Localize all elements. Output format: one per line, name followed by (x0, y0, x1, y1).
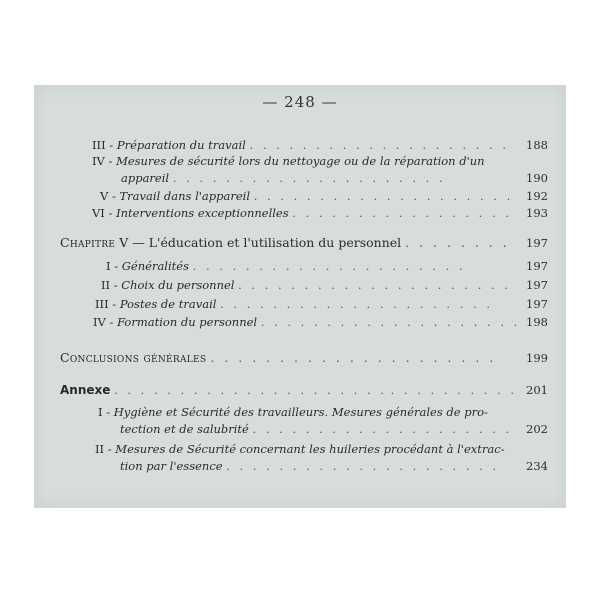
toc-roman: IV (92, 154, 105, 168)
toc-roman: I (106, 259, 111, 273)
toc-page: 197 (526, 297, 548, 311)
toc-leader: . . . . . . . . . . . . . . . . . . . . . (172, 171, 446, 185)
toc-page: 190 (526, 171, 548, 185)
toc-leader: . . . . . . . . . . . . . . . . . . . . (249, 138, 510, 152)
toc-leader: . . . . . . . . . . . . . . . . . . . . (252, 422, 513, 436)
toc-title: Préparation du travail (116, 138, 246, 152)
toc-leader: . . . . . . . . . . . . . . . . . . . . . (114, 383, 387, 397)
toc-leader: . . . . . . . . . . . . . . . . . . . . . (220, 297, 493, 311)
toc-title-continued: appareil (121, 171, 170, 185)
toc-title: Formation du personnel (117, 315, 258, 329)
toc-leader: . . . . . . . . . . . . . . . . . . . . . (210, 350, 497, 365)
toc-title-continued: tection et de salubrité (120, 422, 249, 436)
toc-page: 199 (526, 351, 548, 365)
toc-title: Postes de travail (119, 297, 217, 311)
toc-title: Conclusions générales (60, 350, 207, 365)
toc-roman: III (92, 138, 106, 152)
toc-title: — L'éducation et l'utilisation du personnel (132, 235, 402, 250)
toc-page: 192 (526, 189, 548, 203)
toc-page: 197 (526, 236, 548, 250)
toc-title: Choix du personnel (121, 278, 235, 292)
toc-roman: I (98, 405, 103, 419)
toc-roman: II (95, 442, 105, 456)
toc-leader: . . . . . . . . . . . . . . . . . . . . (253, 189, 514, 203)
toc-page: 197 (526, 259, 548, 273)
toc-page: 201 (526, 383, 548, 397)
toc-roman: III (95, 297, 109, 311)
toc-title: Généralités (121, 259, 189, 273)
toc-leader: . . . . . . . . . . . . . . . . . . . . . (226, 459, 500, 473)
toc-title: Hygiène et Sécurité des travailleurs. Mesures générales de pro- (113, 405, 488, 419)
toc-title: Mesures de sécurité lors du nettoyage ou de la réparation d'un (116, 154, 485, 168)
toc-leader: . . . . . . . . . . . . . . . . . (292, 206, 512, 220)
toc-roman: V (100, 189, 109, 203)
toc-leader: . . . . . . . . . . . . . . . . . . . . (260, 315, 521, 329)
toc-title: Interventions exceptionnelles (116, 206, 289, 220)
toc-chapter-label: Chapitre (60, 235, 116, 250)
toc-roman: VI (92, 206, 105, 220)
toc-title-continued: tion par l'essence (120, 459, 223, 473)
toc-page: 197 (526, 278, 548, 292)
toc-roman: V (119, 235, 129, 250)
toc-roman: IV (93, 315, 106, 329)
toc-leader-extra: . . . . . . . . . . (390, 383, 518, 397)
toc-page: 234 (526, 459, 548, 473)
toc-page: 198 (526, 315, 548, 329)
toc-leader: . . . . . . . . . . . . . . . . . . . . . (238, 278, 512, 292)
document-page: — 248 — III - Préparation du travail . . . . . . . . . . . . . . . . . . . . 188 IV - Mesures de sécurité lors du nettoyage ou de la réparation d'un appareil . . . . . . . . . . . . . . . . . . . . . 190 V - Travail dans l'appareil . . . . . . . . . . . . . . . . . . . . 192 VI - Interventions exceptionnelles . . . . . . . . . . . . . . . . . 193 Chapitre V — L'éducation et l'utilisation du personnel . . . . . . . . 197 I - Généralités . . . . . . . . . . . . . . . . . . . . . 197 II - Choix du personnel . . . . . . . . . . . . . . . . . . . . . 197 III - Postes de travail . . . . . . . . . . . . . . . . . . . . . 197 IV - Formation du personnel . . . . . . . . . . . . . . . . . . . . 198 Conclusions générales . . . . . . . . . . . . . . . . . . . . . 199 Annexe . . . . . . . . . . . . . . . . . . . . . . . . . . . . . . . 201 I - Hygiène et Sécurité des travailleurs. Mesures générales de pro- tection et de salubrité . . . . . . . . . . . . . . . . . . . . 202 II - Mesures de Sécurité concernant les huileries procédant à l'extrac- tion par l'essence . . . . . . . . . . . . . . . . . . . . . 234 (34, 85, 566, 508)
toc-page: 188 (526, 138, 548, 152)
page-number: — 248 — (262, 93, 338, 111)
toc-leader: . . . . . . . . (405, 235, 510, 250)
toc-roman: II (101, 278, 111, 292)
toc-title: Travail dans l'appareil (119, 189, 251, 203)
toc-title: Annexe (60, 383, 111, 397)
toc-page: 193 (526, 206, 548, 220)
toc-leader: . . . . . . . . . . . . . . . . . . . . . (192, 259, 466, 273)
toc-title: Mesures de Sécurité concernant les huileries procédant à l'extrac- (115, 442, 505, 456)
toc-page: 202 (526, 422, 548, 436)
